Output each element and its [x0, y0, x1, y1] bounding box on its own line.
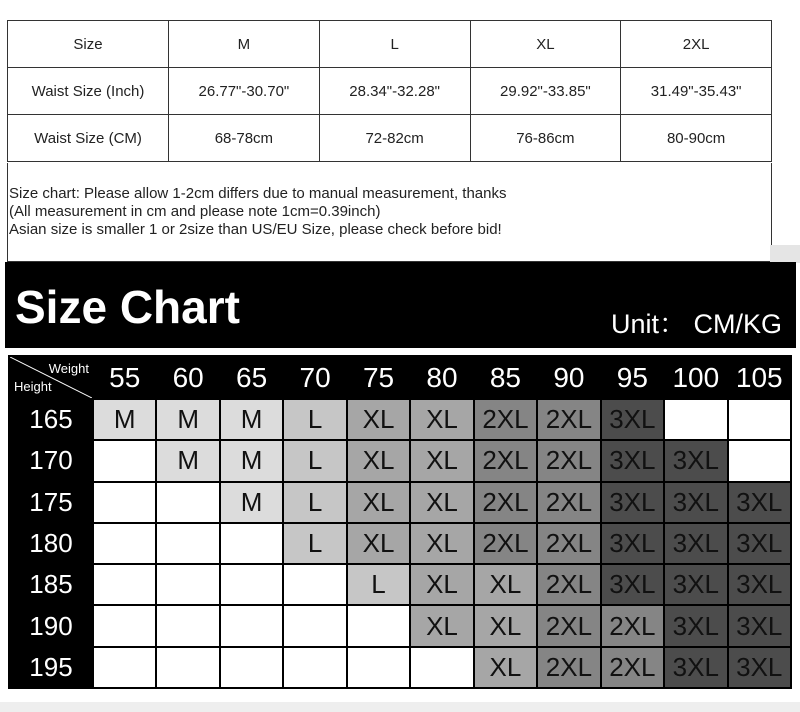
table-cell: 80-90cm — [621, 115, 772, 162]
size-cell — [665, 400, 726, 439]
banner-title: Size Chart — [15, 281, 240, 333]
weight-header: 80 — [411, 357, 472, 398]
height-weight-size-grid — [8, 355, 792, 689]
size-chart-banner — [5, 262, 796, 348]
size-cell: 3XL — [665, 565, 726, 604]
size-cell: 3XL — [602, 524, 663, 563]
table-cell: 76-86cm — [470, 115, 621, 162]
size-cell: XL — [348, 524, 409, 563]
size-cell: 2XL — [538, 524, 599, 563]
table-row — [8, 115, 772, 162]
table-cell: 28.34"-32.28" — [319, 68, 470, 115]
size-cell — [94, 606, 155, 645]
size-cell — [157, 565, 218, 604]
table-cell: Waist Size (Inch) — [8, 68, 169, 115]
size-cell — [284, 565, 345, 604]
size-cell: 3XL — [602, 441, 663, 480]
size-cell — [284, 606, 345, 645]
size-cell: 3XL — [665, 524, 726, 563]
grid-corner — [10, 357, 92, 398]
size-cell — [221, 606, 282, 645]
size-cell: 2XL — [538, 606, 599, 645]
size-cell: 2XL — [475, 524, 536, 563]
size-cell: 2XL — [538, 441, 599, 480]
table-header-cell: L — [319, 21, 470, 68]
weight-header: 90 — [538, 357, 599, 398]
height-header: 190 — [10, 606, 92, 645]
size-cell: L — [284, 441, 345, 480]
size-cell: 2XL — [475, 441, 536, 480]
table-cell: 31.49"-35.43" — [621, 68, 772, 115]
table-header-cell: XL — [470, 21, 621, 68]
weight-header: 60 — [157, 357, 218, 398]
size-cell — [221, 648, 282, 687]
size-cell: M — [221, 441, 282, 480]
size-cell: L — [284, 400, 345, 439]
size-cell — [157, 524, 218, 563]
table-header-cell: Size — [8, 21, 169, 68]
size-cell: XL — [411, 606, 472, 645]
size-cell — [157, 606, 218, 645]
size-cell: XL — [475, 606, 536, 645]
note-line: Asian size is smaller 1 or 2size than US/EU Size, please check before bid! — [9, 221, 502, 238]
height-header: 175 — [10, 483, 92, 522]
divider — [0, 702, 800, 712]
size-cell — [94, 441, 155, 480]
weight-header: 70 — [284, 357, 345, 398]
weight-header: 105 — [729, 357, 790, 398]
table-header-cell: M — [169, 21, 320, 68]
table-cell: 68-78cm — [169, 115, 320, 162]
size-cell: XL — [411, 441, 472, 480]
size-cell — [221, 524, 282, 563]
size-cell: L — [284, 524, 345, 563]
size-cell: XL — [475, 648, 536, 687]
banner-unit: Unit： CM/KG — [610, 309, 782, 339]
height-header: 195 — [10, 648, 92, 687]
size-cell — [411, 648, 472, 687]
weight-header: 85 — [475, 357, 536, 398]
size-cell: 3XL — [665, 606, 726, 645]
height-header: 170 — [10, 441, 92, 480]
size-cell — [157, 648, 218, 687]
size-cell — [729, 441, 790, 480]
size-cell: M — [221, 400, 282, 439]
size-cell — [729, 400, 790, 439]
size-cell: XL — [411, 400, 472, 439]
divider — [770, 245, 800, 263]
size-cell: 2XL — [538, 648, 599, 687]
size-cell: 3XL — [665, 648, 726, 687]
size-cell: 3XL — [602, 565, 663, 604]
height-header: 185 — [10, 565, 92, 604]
size-cell: M — [157, 400, 218, 439]
size-cell: XL — [411, 565, 472, 604]
waist-size-table — [7, 20, 772, 162]
size-cell — [348, 606, 409, 645]
corner-weight-label: Weight — [48, 361, 89, 376]
size-cell — [94, 524, 155, 563]
size-cell: 3XL — [665, 441, 726, 480]
size-cell: XL — [348, 400, 409, 439]
weight-header: 65 — [221, 357, 282, 398]
size-notes — [7, 163, 772, 262]
size-cell — [94, 483, 155, 522]
size-cell: 3XL — [729, 524, 790, 563]
size-cell: 3XL — [729, 565, 790, 604]
size-cell: XL — [411, 524, 472, 563]
table-header-row — [8, 21, 772, 68]
size-cell — [221, 565, 282, 604]
size-cell: 2XL — [475, 400, 536, 439]
weight-header: 100 — [665, 357, 726, 398]
size-cell: 3XL — [729, 606, 790, 645]
size-cell — [284, 648, 345, 687]
size-cell: M — [94, 400, 155, 439]
size-cell: 3XL — [729, 648, 790, 687]
size-cell — [94, 648, 155, 687]
table-cell: 72-82cm — [319, 115, 470, 162]
size-cell: 3XL — [665, 483, 726, 522]
size-cell: XL — [348, 483, 409, 522]
size-cell: 3XL — [729, 483, 790, 522]
table-row — [8, 68, 772, 115]
height-header: 165 — [10, 400, 92, 439]
size-cell: L — [348, 565, 409, 604]
size-cell — [94, 565, 155, 604]
weight-header: 75 — [348, 357, 409, 398]
size-cell: 2XL — [602, 606, 663, 645]
size-cell: 3XL — [602, 400, 663, 439]
size-cell: L — [284, 483, 345, 522]
size-cell: XL — [475, 565, 536, 604]
table-header-cell: 2XL — [621, 21, 772, 68]
size-cell: 2XL — [538, 400, 599, 439]
size-cell: 2XL — [538, 565, 599, 604]
corner-height-label: Height — [14, 379, 52, 394]
weight-header: 95 — [602, 357, 663, 398]
note-line: (All measurement in cm and please note 1cm=0.39inch) — [9, 203, 381, 220]
size-cell: M — [157, 441, 218, 480]
size-cell — [348, 648, 409, 687]
size-cell: 2XL — [475, 483, 536, 522]
weight-header: 55 — [94, 357, 155, 398]
height-header: 180 — [10, 524, 92, 563]
size-cell: XL — [411, 483, 472, 522]
size-cell: 3XL — [602, 483, 663, 522]
size-cell: M — [221, 483, 282, 522]
table-cell: 26.77"-30.70" — [169, 68, 320, 115]
table-cell: Waist Size (CM) — [8, 115, 169, 162]
size-cell: XL — [348, 441, 409, 480]
size-cell: 2XL — [602, 648, 663, 687]
note-line: Size chart: Please allow 1-2cm differs due to manual measurement, thanks — [9, 185, 507, 202]
table-cell: 29.92"-33.85" — [470, 68, 621, 115]
size-cell: 2XL — [538, 483, 599, 522]
size-cell — [157, 483, 218, 522]
